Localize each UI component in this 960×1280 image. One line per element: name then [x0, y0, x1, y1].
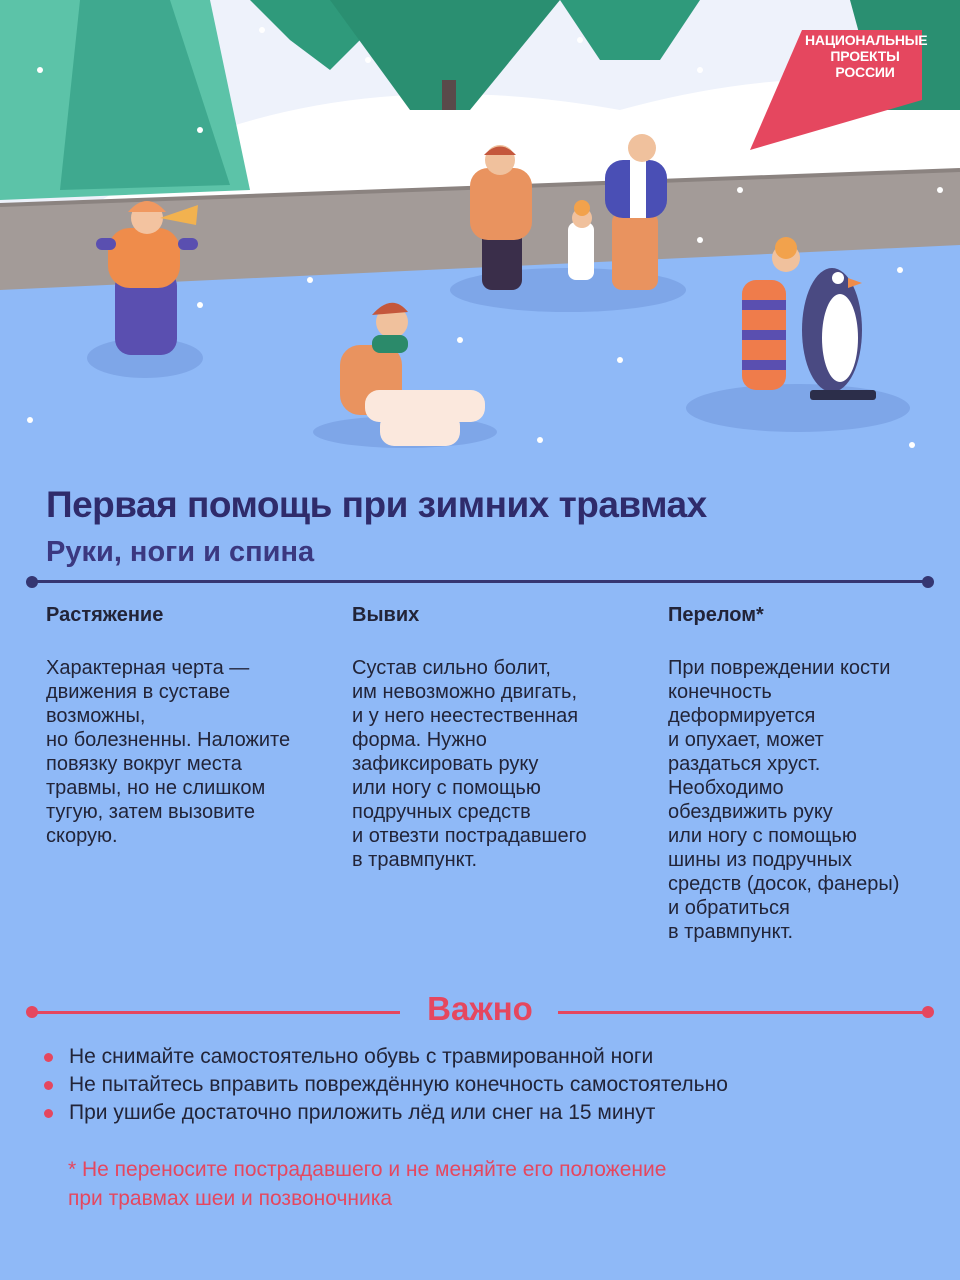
column-heading: Вывих: [352, 604, 420, 626]
column-heading: Перелом*: [668, 604, 764, 626]
important-line-right: [558, 1011, 928, 1014]
list-item: [44, 1099, 728, 1127]
list-item-text: Не пытайтесь вправить повреждённую конечность самостоятельно: [69, 1073, 728, 1096]
page-title: Первая помощь при зимних травмах: [46, 484, 707, 525]
list-item-text: При ушибе достаточно приложить лёд или снег на 15 минут: [69, 1101, 656, 1124]
page-subtitle: Руки, ноги и спина: [46, 536, 315, 568]
logo-text: [805, 32, 928, 80]
column-text: Сустав сильно болит, им невозможно двигать, и у него неестественная форма. Нужно зафиксировать руку или ногу с помощью подручных средств и отвезти пострадавшего в травмпункт.: [352, 657, 587, 871]
footnote-line: при травмах шеи и позвоночника: [68, 1187, 393, 1210]
important-title: Важно: [427, 990, 533, 1027]
list-item: [44, 1043, 728, 1071]
list-item-text: Не снимайте самостоятельно обувь с травмированной ноги: [69, 1045, 654, 1068]
logo-line: НАЦИОНАЛЬНЫЕ: [805, 32, 928, 48]
bullet-icon: [44, 1109, 53, 1118]
important-dot-right: [922, 1006, 934, 1018]
important-list: [44, 1043, 728, 1127]
column-fracture: [668, 604, 958, 943]
footnote: [68, 1155, 666, 1213]
logo-line: ПРОЕКТЫ: [830, 48, 900, 64]
important-line-left: [32, 1011, 400, 1014]
column-sprain: [46, 604, 346, 847]
column-dislocation: [352, 604, 652, 871]
list-item: [44, 1071, 728, 1099]
column-text: При повреждении кости конечность деформируется и опухает, может раздаться хруст. Необходимо обездвижить руку или ногу с помощью шины из подручных средств (досок, фанеры) и обратиться в травмпункт.: [668, 657, 900, 943]
column-heading: Растяжение: [46, 604, 164, 626]
bullet-icon: [44, 1053, 53, 1062]
divider-line: [32, 580, 928, 583]
divider-dot-right: [922, 576, 934, 588]
logo-line: РОССИИ: [835, 64, 895, 80]
footnote-line: * Не переносите пострадавшего и не меняйте его положение: [68, 1158, 667, 1181]
column-text: Характерная черта — движения в суставе возможны, но болезненны. Наложите повязку вокруг места травмы, но не слишком тугую, затем вызовите скорую.: [46, 657, 291, 847]
bullet-icon: [44, 1081, 53, 1090]
